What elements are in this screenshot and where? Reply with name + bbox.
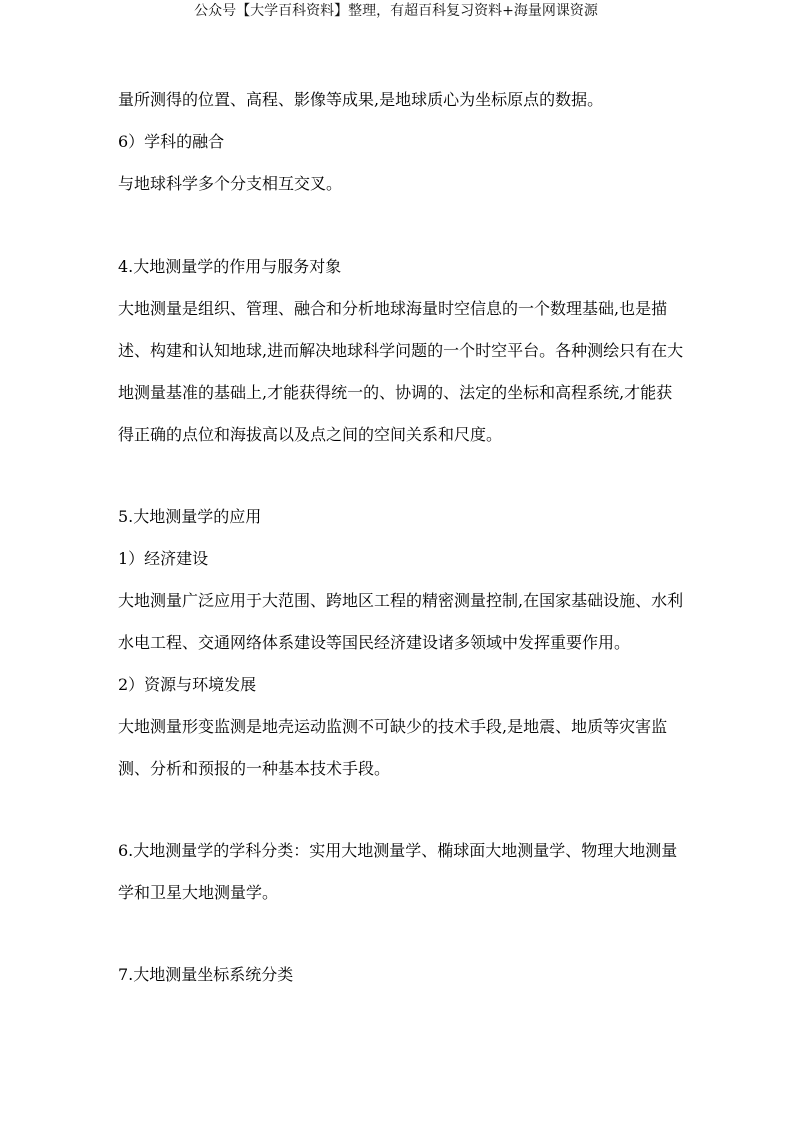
body-text-line: 大地测量形变监测是地壳运动监测不可缺少的技术手段,是地震、地质等灾害监 xyxy=(118,717,668,736)
body-text-line: 与地球科学多个分支相互交叉。 xyxy=(118,174,343,193)
body-text-line: 测、分析和预报的一种基本技术手段。 xyxy=(118,759,391,778)
body-text-line: 大地测量是组织、管理、融合和分析地球海量时空信息的一个数理基础,也是描 xyxy=(118,299,668,318)
body-text-line: 地测量基准的基础上,才能获得统一的、协调的、法定的坐标和高程系统,才能获 xyxy=(118,383,673,402)
page-header: 公众号【大学百科资料】整理，有超百科复习资料+海量网课资源 xyxy=(194,3,598,19)
section-heading: 7.大地测量坐标系统分类 xyxy=(118,965,294,984)
subsection-heading: 6）学科的融合 xyxy=(118,132,225,151)
section-heading: 6.大地测量学的学科分类：实用大地测量学、椭球面大地测量学、物理大地测量 xyxy=(118,841,678,860)
body-text-line: 述、构建和认知地球,进而解决地球科学问题的一个时空平台。各种测绘只有在大 xyxy=(118,341,684,360)
body-text-line: 水电工程、交通网络体系建设等国民经济建设诸多领域中发挥重要作用。 xyxy=(118,633,631,652)
section-heading: 4.大地测量学的作用与服务对象 xyxy=(118,257,342,276)
subsection-heading: 1）经济建设 xyxy=(118,549,209,568)
body-text-line: 学和卫星大地测量学。 xyxy=(118,883,279,902)
body-text-line: 大地测量广泛应用于大范围、跨地区工程的精密测量控制,在国家基础设施、水利 xyxy=(118,591,684,610)
body-text-line: 得正确的点位和海拔高以及点之间的空间关系和尺度。 xyxy=(118,425,503,444)
subsection-heading: 2）资源与环境发展 xyxy=(118,675,257,694)
body-text-line: 量所测得的位置、高程、影像等成果,是地球质心为坐标原点的数据。 xyxy=(118,90,604,109)
section-heading: 5.大地测量学的应用 xyxy=(118,507,262,526)
